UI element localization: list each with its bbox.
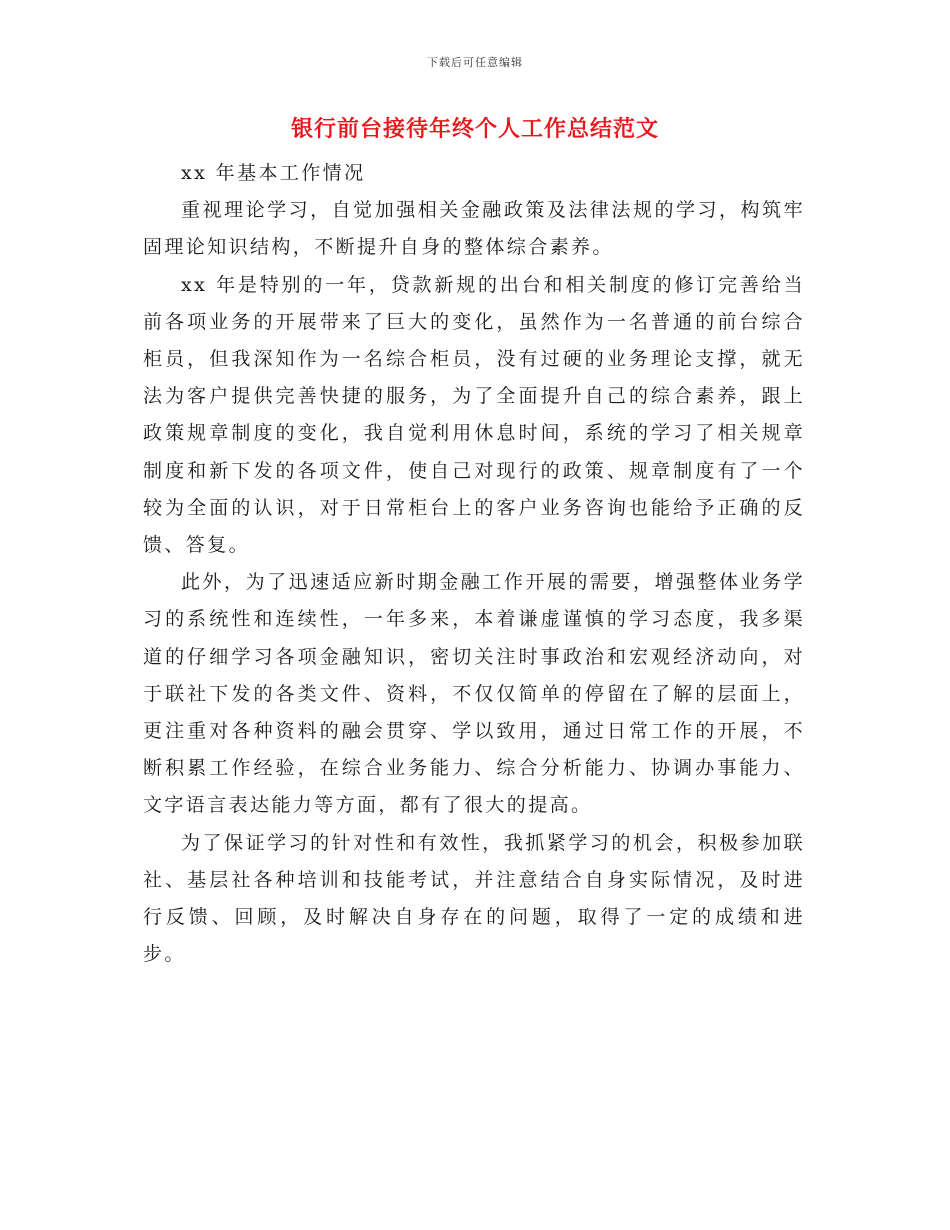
paragraph-theory-study: 重视理论学习，自觉加强相关金融政策及法律法规的学习，构筑牢固理论知识结构，不断提升自身的整体综合素养。 [143,199,805,259]
header-note: 下载后可任意编辑 [427,56,523,69]
paragraph-section-heading: xx 年基本工作情况 [181,162,366,184]
paragraph-new-regulations: xx 年是特别的一年，贷款新规的出台和相关制度的修订完善给当前各项业务的开展带来了巨大的变化，虽然作为一名普通的前台综合柜员，但我深知作为一名综合柜员，没有过硬的业务理论支撑，就无法为客户提供完善快捷的服务，为了全面提升自己的综合素养，跟上政策规章制度的变化，我自觉利用休息时间，系统的学习了相关规章制度和新下发的各项文件，使自己对现行的政策、规章制度有了一个较为全面的认识，对于日常柜台上的客户业务咨询也能给予正确的反馈、答复。 [143,273,805,557]
document-body [143,155,805,973]
paragraph-training: 为了保证学习的针对性和有效性，我抓紧学习的机会，积极参加联社、基层社各种培训和技能考试，并注意结合自身实际情况，及时进行反馈、回顾，及时解决自身存在的问题，取得了一定的成绩和进步。 [143,831,805,966]
paragraph-financial-knowledge: 此外，为了迅速适应新时期金融工作开展的需要，增强整体业务学习的系统性和连续性，一年多来，本着谦虚谨慎的学习态度，我多渠道的仔细学习各项金融知识，密切关注时事政治和宏观经济动向，对于联社下发的各类文件、资料，不仅仅简单的停留在了解的层面上，更注重对各种资料的融会贯穿、学以致用，通过日常工作的开展，不断积累工作经验，在综合业务能力、综合分析能力、协调办事能力、文字语言表达能力等方面，都有了很大的提高。 [143,571,805,817]
document-title: 银行前台接待年终个人工作总结范文 [290,116,659,142]
